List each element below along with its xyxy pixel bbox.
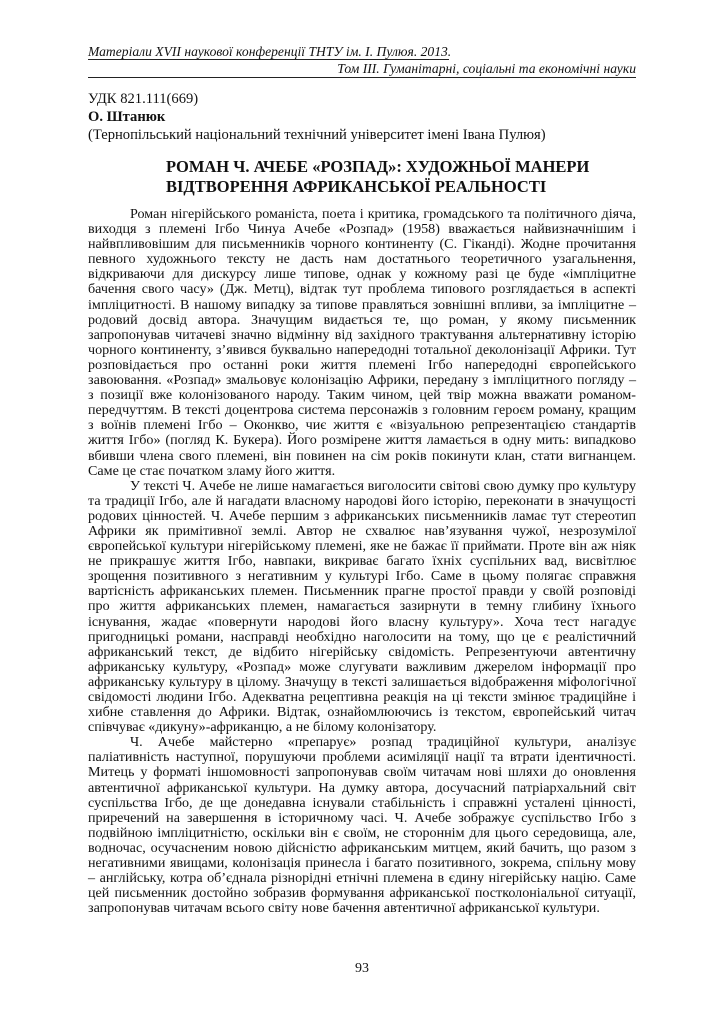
running-header-conference: Матеріали XVII наукової конференції ТНТУ ім. І. Пулюя. 2013. [88,44,452,59]
article-title-line-2: ВІДТВОРЕННЯ АФРИКАНСЬКОЇ РЕАЛЬНОСТІ [166,177,547,196]
udk-code: УДК 821.111(669) [88,91,199,107]
running-header-volume: Том III. Гуманітарні, соціальні та економічні науки [337,61,636,76]
article-body [88,207,636,916]
article-title-line-1: РОМАН Ч. АЧЕБЕ «РОЗПАД»: ХУДОЖНЬОЇ МАНЕРИ [166,157,590,176]
header-underline-1 [88,59,449,60]
body-paragraph-1: Роман нігерійського романіста, поета і критика, громадського та політичного діяча, виходця з племені Ігбо Чинуа Ачебе «Розпад» (1958) вважається найвизначнішим і найвпливовішим для письменників чорного континенту (С. Гіканді). Жодне прочитання певного художнього тексту не дасть нам достатнього теоретичного узагальнення, відкриваючи для дискурсу лише типове, однак у кожному разі це буде «імпліцитне бачення свого часу» (Дж. Метц), відтак тут проблема типового розглядається в аспекті імпліцитності. В нашому випадку за типове правляться зовнішні впливи, за імпліцитне – родовий досвід автора. Значущим видається те, що роман, у якому письменник запропонував читачеві значно відмінну від західного трактування альтернативну історію чорного континенту, з’явився буквально напередодні тотальної деколонізації Африки. Тут розповідається про останні роки життя племені Ігбо напередодні європейського завоювання. «Розпад» змальовує колонізацію Африки, передану з імпліцитного погляду – з позиції вже колонізованого народу. Таким чином, цей твір можна вважати романом-передчуттям. В тексті доцентрова система персонажів з головним героєм роману, кращим з воїнів племені Ігбо – Оконкво, чиє життя є «візуальною репрезентацією стандартів життя Ігбо» (погляд К. Букера). Його розмірене життя ламається в одну мить: випадково вбивши члена свого племені, він повинен на сім років покинути клан, стати вигнанцем. Саме це стає початком зламу його життя. [88,206,636,479]
body-paragraph-3: Ч. Ачебе майстерно «препарує» розпад традиційної культури, аналізує паліативність наступної, порушуючи проблеми асиміляції нації та втрати ідентичності. Митець у форматі іншомовності запропонував своїм читачам нові шляхи до оновлення автентичної африканської культури. На думку автора, досучасний патріархальний світ суспільства Ігбо, де ще донедавна існували стабільність і справжні усталені цінності, приречений на завершення в історичному часі. Ч. Ачебе зображує суспільство Ігбо з подвійною імпліцитністю, оскільки він є своїм, не стороннім для цього середовища, але, водночас, осучасненим новою дійсністю африканським митцем, який бачить, що разом з негативними явищами, колонізація принесла і багато позитивного, зокрема, спільну мову – англійську, котра об’єднала різнорідні етнічні племена в єдину нігерійську націю. Саме цей письменник достойно зобразив формування африканської постколоніальної ситуації, запропонував читачам всього світу нове бачення автентичної африканської культури. [88,734,636,917]
author-name: О. Штанюк [88,109,166,125]
page-number: 93 [355,961,369,976]
header-underline-2 [88,77,636,78]
body-paragraph-2: У тексті Ч. Ачебе не лише намагається виголосити світові свою думку про культуру та традиції Ігбо, але й нагадати власному народові його історію, переконати в значущості родових цінностей. Ч. Ачебе першим з африканських письменників ламає тут стереотип Африки як примітивної землі. Автор не схвалює нав’язування чужої, незрозумілої європейської культури нігерійському племені, яке не бажає її приймати. Проте він аж ніяк не прикрашує життя Ігбо, навпаки, викриває багато їхніх суспільних вад, висвітлює зрощення позитивного з негативним у культурі Ігбо. Саме в цьому полягає справжня вартісність африканських племен. Письменник прагне простої правди у своїй розповіді про життя африканських племен, намагається зазирнути в темну глибину їхнього існування, жадає «повернути народові його власну культуру». Хоча тест нагадує пригодницькі романи, насправді необхідно наголосити на тому, що це є реалістичний африканський текст, де відбито нігерійську свідомість. Репрезентуючи автентичну африканську культуру, «Розпад» може слугувати важливим джерелом інформації про африканську культуру в цілому. Значущу в тексті залишається відображення міфологічної свідомості людини Ігбо. Адекватна рецептивна реакція на ці тексти змінює традиційне і хибне ставлення до Африки. Відтак, ознайомлюючись із текстом, європейський читач співчуває «дикуну»-африканцю, а не білому колонізатору. [88,477,636,736]
author-affiliation: (Тернопільський національний технічний університет імені Івана Пулюя) [88,127,546,143]
